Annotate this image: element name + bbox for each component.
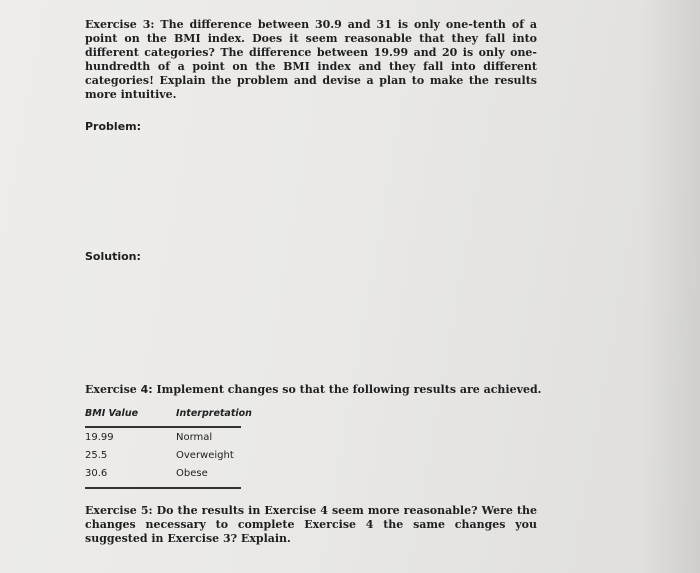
- interpretation-header: Interpretation: [176, 408, 252, 419]
- problem-label: Problem:: [85, 120, 142, 133]
- table-row: [85, 432, 241, 450]
- exercise-4-heading: [85, 383, 542, 396]
- bmi-value-header: BMI Value: [85, 408, 139, 419]
- exercise-4-number: 4:: [140, 383, 153, 396]
- interpretation-cell: Normal: [176, 432, 213, 443]
- bmi-table-body: [85, 432, 241, 486]
- bmi-value-cell: 30.6: [85, 468, 108, 479]
- interpretation-cell: Overweight: [176, 450, 234, 461]
- exercise-4-text: Implement changes so that the following results are achieved.: [152, 383, 542, 396]
- interpretation-cell: Obese: [176, 468, 208, 479]
- table-bottom-rule: [85, 487, 241, 489]
- exercise-5-text: Exercise 5: Do the results in Exercise 4 seem more reasonable? Were the changes necessary to complete Exercise 4 the same changes you suggested in Exercise 3? Explain.: [85, 504, 537, 545]
- bmi-table-header: [85, 408, 252, 424]
- table-top-rule: [85, 426, 241, 428]
- solution-label: Solution:: [85, 250, 141, 263]
- bmi-table: [85, 408, 252, 479]
- exercise-4-prefix: Exercise: [85, 383, 141, 396]
- bmi-value-cell: 25.5: [85, 450, 108, 461]
- table-row: [85, 450, 241, 468]
- table-row: [85, 468, 241, 486]
- exercise-3-text: Exercise 3: The difference between 30.9 and 31 is only one-tenth of a point on the BMI index. Does it seem reasonable that they fall into different categories? The difference between 19.99 and 20 is only one-hundredth of a point on the BMI index and they fall into different categories! Explain the problem and devise a plan to make the results more intuitive.: [85, 18, 537, 101]
- page-shadow: [640, 0, 700, 573]
- bmi-value-cell: 19.99: [85, 432, 114, 443]
